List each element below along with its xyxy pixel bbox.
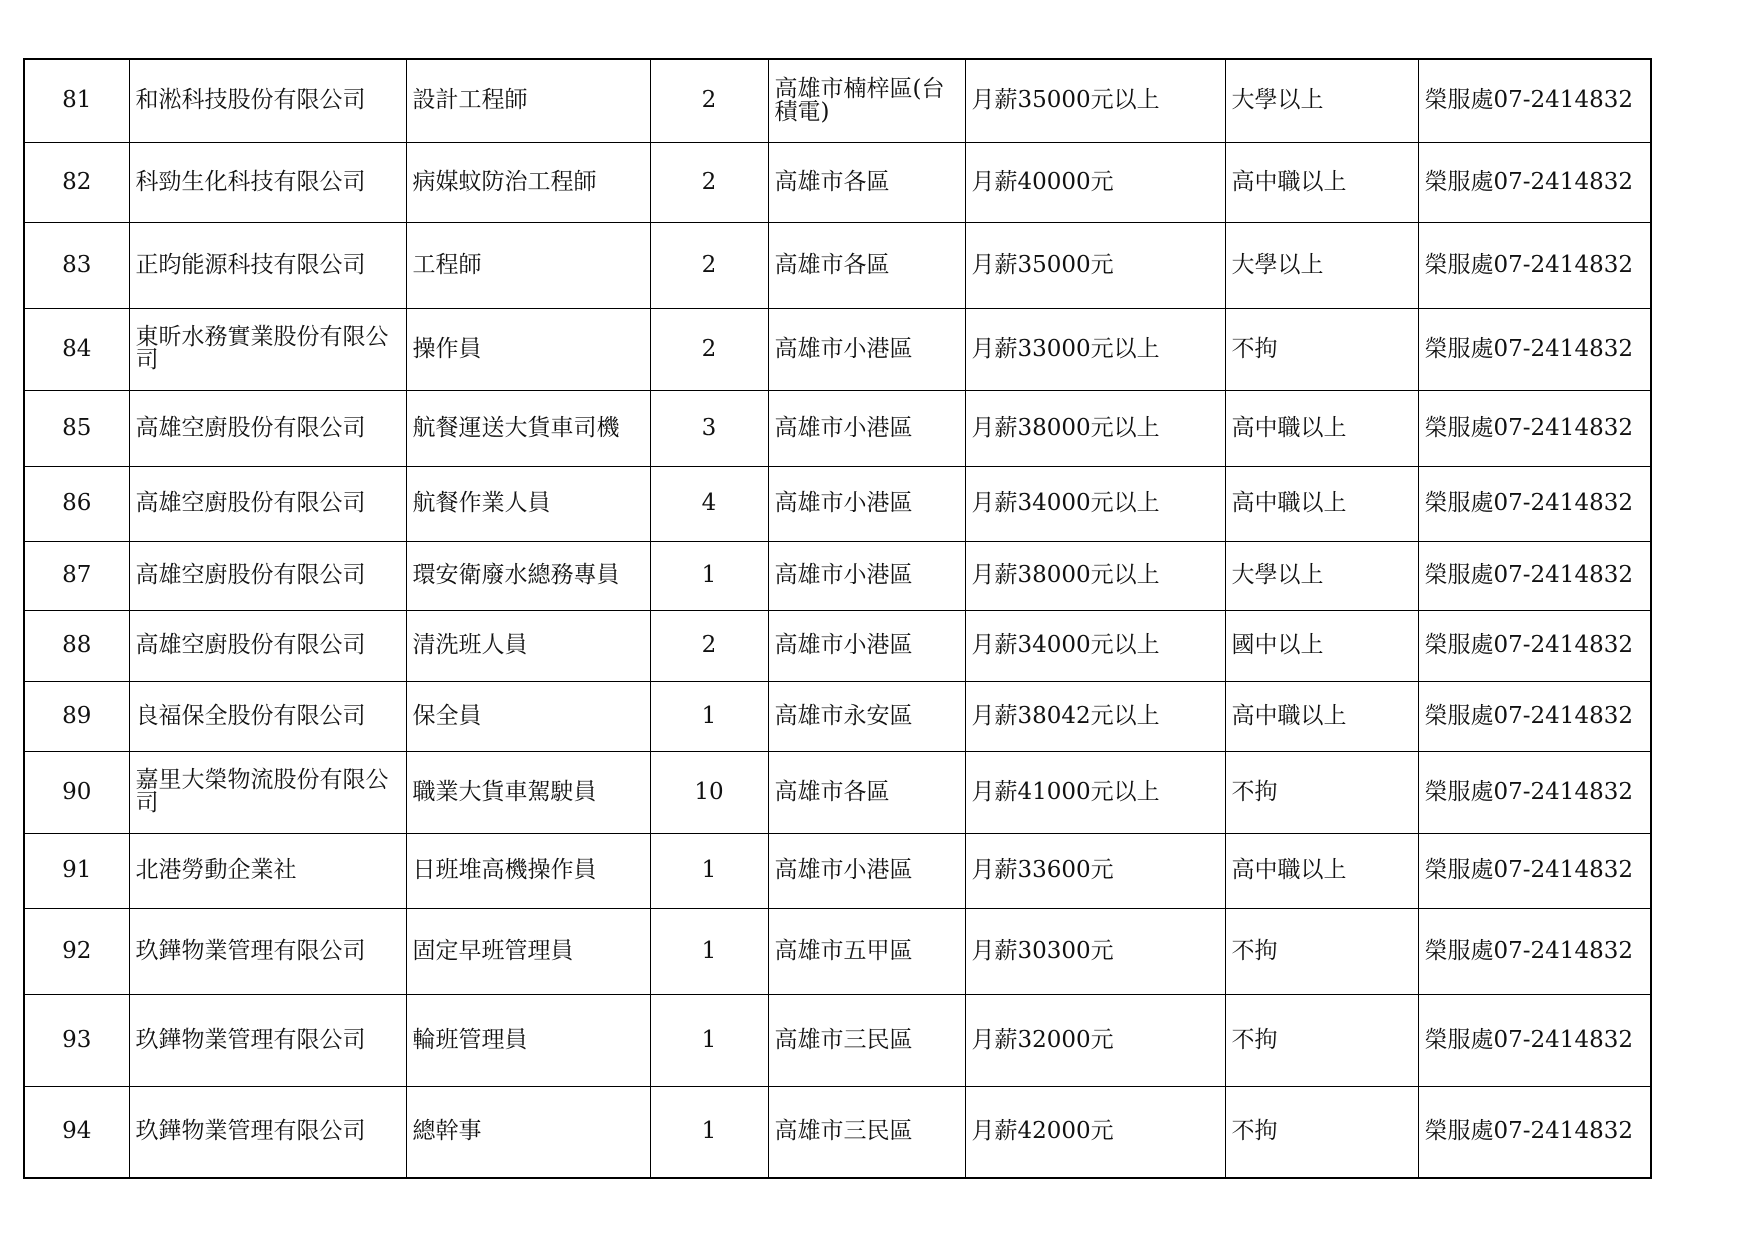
contact-info: 榮服處07-2414832 <box>1418 390 1651 466</box>
salary: 月薪38000元以上 <box>965 390 1225 466</box>
contact-info: 榮服處07-2414832 <box>1418 1086 1651 1178</box>
work-location: 高雄市各區 <box>768 222 965 308</box>
table-row <box>24 833 1651 908</box>
company-name: 玖鏵物業管理有限公司 <box>129 908 406 994</box>
row-number: 83 <box>24 222 129 308</box>
contact-info: 榮服處07-2414832 <box>1418 466 1651 541</box>
headcount: 3 <box>650 390 768 466</box>
table-row <box>24 59 1651 142</box>
job-title: 清洗班人員 <box>406 610 650 681</box>
row-number: 84 <box>24 308 129 390</box>
job-title: 航餐作業人員 <box>406 466 650 541</box>
headcount: 2 <box>650 308 768 390</box>
table-row <box>24 610 1651 681</box>
headcount: 1 <box>650 833 768 908</box>
headcount: 1 <box>650 1086 768 1178</box>
work-location: 高雄市三民區 <box>768 1086 965 1178</box>
contact-info: 榮服處07-2414832 <box>1418 908 1651 994</box>
work-location: 高雄市小港區 <box>768 833 965 908</box>
row-number: 91 <box>24 833 129 908</box>
education-requirement: 高中職以上 <box>1225 833 1418 908</box>
work-location: 高雄市小港區 <box>768 466 965 541</box>
salary: 月薪34000元以上 <box>965 610 1225 681</box>
contact-info: 榮服處07-2414832 <box>1418 833 1651 908</box>
education-requirement: 高中職以上 <box>1225 466 1418 541</box>
job-title: 工程師 <box>406 222 650 308</box>
work-location: 高雄市小港區 <box>768 541 965 610</box>
education-requirement: 大學以上 <box>1225 541 1418 610</box>
table-row <box>24 908 1651 994</box>
job-title: 航餐運送大貨車司機 <box>406 390 650 466</box>
job-title: 輪班管理員 <box>406 994 650 1086</box>
table-row <box>24 994 1651 1086</box>
job-title: 保全員 <box>406 681 650 751</box>
table-row <box>24 308 1651 390</box>
job-listing-table <box>23 58 1652 1179</box>
headcount: 1 <box>650 908 768 994</box>
job-title: 環安衛廢水總務專員 <box>406 541 650 610</box>
company-name: 和淞科技股份有限公司 <box>129 59 406 142</box>
salary: 月薪32000元 <box>965 994 1225 1086</box>
salary: 月薪33000元以上 <box>965 308 1225 390</box>
company-name: 高雄空廚股份有限公司 <box>129 541 406 610</box>
table-row <box>24 390 1651 466</box>
company-name: 東昕水務實業股份有限公司 <box>129 308 406 390</box>
headcount: 10 <box>650 751 768 833</box>
work-location: 高雄市永安區 <box>768 681 965 751</box>
headcount: 4 <box>650 466 768 541</box>
table-row <box>24 466 1651 541</box>
education-requirement: 大學以上 <box>1225 59 1418 142</box>
headcount: 2 <box>650 59 768 142</box>
job-title: 總幹事 <box>406 1086 650 1178</box>
company-name: 科勁生化科技有限公司 <box>129 142 406 222</box>
contact-info: 榮服處07-2414832 <box>1418 994 1651 1086</box>
company-name: 嘉里大榮物流股份有限公司 <box>129 751 406 833</box>
company-name: 北港勞動企業社 <box>129 833 406 908</box>
table-row <box>24 681 1651 751</box>
job-title: 日班堆高機操作員 <box>406 833 650 908</box>
education-requirement: 不拘 <box>1225 994 1418 1086</box>
salary: 月薪35000元以上 <box>965 59 1225 142</box>
headcount: 2 <box>650 610 768 681</box>
job-title: 固定早班管理員 <box>406 908 650 994</box>
row-number: 82 <box>24 142 129 222</box>
work-location: 高雄市各區 <box>768 142 965 222</box>
contact-info: 榮服處07-2414832 <box>1418 142 1651 222</box>
education-requirement: 不拘 <box>1225 751 1418 833</box>
salary: 月薪30300元 <box>965 908 1225 994</box>
company-name: 高雄空廚股份有限公司 <box>129 610 406 681</box>
contact-info: 榮服處07-2414832 <box>1418 308 1651 390</box>
table-row <box>24 751 1651 833</box>
row-number: 86 <box>24 466 129 541</box>
contact-info: 榮服處07-2414832 <box>1418 59 1651 142</box>
row-number: 94 <box>24 1086 129 1178</box>
contact-info: 榮服處07-2414832 <box>1418 751 1651 833</box>
row-number: 88 <box>24 610 129 681</box>
salary: 月薪38000元以上 <box>965 541 1225 610</box>
row-number: 89 <box>24 681 129 751</box>
contact-info: 榮服處07-2414832 <box>1418 222 1651 308</box>
headcount: 1 <box>650 681 768 751</box>
row-number: 85 <box>24 390 129 466</box>
education-requirement: 高中職以上 <box>1225 390 1418 466</box>
table-row <box>24 222 1651 308</box>
education-requirement: 國中以上 <box>1225 610 1418 681</box>
work-location: 高雄市小港區 <box>768 610 965 681</box>
row-number: 93 <box>24 994 129 1086</box>
education-requirement: 高中職以上 <box>1225 142 1418 222</box>
work-location: 高雄市各區 <box>768 751 965 833</box>
headcount: 2 <box>650 142 768 222</box>
row-number: 92 <box>24 908 129 994</box>
education-requirement: 高中職以上 <box>1225 681 1418 751</box>
work-location: 高雄市小港區 <box>768 308 965 390</box>
job-title: 操作員 <box>406 308 650 390</box>
headcount: 1 <box>650 994 768 1086</box>
salary: 月薪34000元以上 <box>965 466 1225 541</box>
headcount: 2 <box>650 222 768 308</box>
salary: 月薪40000元 <box>965 142 1225 222</box>
job-title: 病媒蚊防治工程師 <box>406 142 650 222</box>
row-number: 81 <box>24 59 129 142</box>
work-location: 高雄市小港區 <box>768 390 965 466</box>
education-requirement: 不拘 <box>1225 908 1418 994</box>
job-title: 職業大貨車駕駛員 <box>406 751 650 833</box>
salary: 月薪41000元以上 <box>965 751 1225 833</box>
contact-info: 榮服處07-2414832 <box>1418 610 1651 681</box>
headcount: 1 <box>650 541 768 610</box>
table-row <box>24 142 1651 222</box>
company-name: 高雄空廚股份有限公司 <box>129 390 406 466</box>
education-requirement: 大學以上 <box>1225 222 1418 308</box>
contact-info: 榮服處07-2414832 <box>1418 681 1651 751</box>
salary: 月薪33600元 <box>965 833 1225 908</box>
company-name: 高雄空廚股份有限公司 <box>129 466 406 541</box>
company-name: 正昀能源科技有限公司 <box>129 222 406 308</box>
salary: 月薪35000元 <box>965 222 1225 308</box>
job-table-body <box>24 59 1651 1178</box>
row-number: 90 <box>24 751 129 833</box>
work-location: 高雄市楠梓區(台積電) <box>768 59 965 142</box>
job-title: 設計工程師 <box>406 59 650 142</box>
education-requirement: 不拘 <box>1225 308 1418 390</box>
salary: 月薪38042元以上 <box>965 681 1225 751</box>
row-number: 87 <box>24 541 129 610</box>
company-name: 良福保全股份有限公司 <box>129 681 406 751</box>
company-name: 玖鏵物業管理有限公司 <box>129 994 406 1086</box>
table-row <box>24 1086 1651 1178</box>
salary: 月薪42000元 <box>965 1086 1225 1178</box>
table-row <box>24 541 1651 610</box>
contact-info: 榮服處07-2414832 <box>1418 541 1651 610</box>
work-location: 高雄市三民區 <box>768 994 965 1086</box>
company-name: 玖鏵物業管理有限公司 <box>129 1086 406 1178</box>
education-requirement: 不拘 <box>1225 1086 1418 1178</box>
work-location: 高雄市五甲區 <box>768 908 965 994</box>
